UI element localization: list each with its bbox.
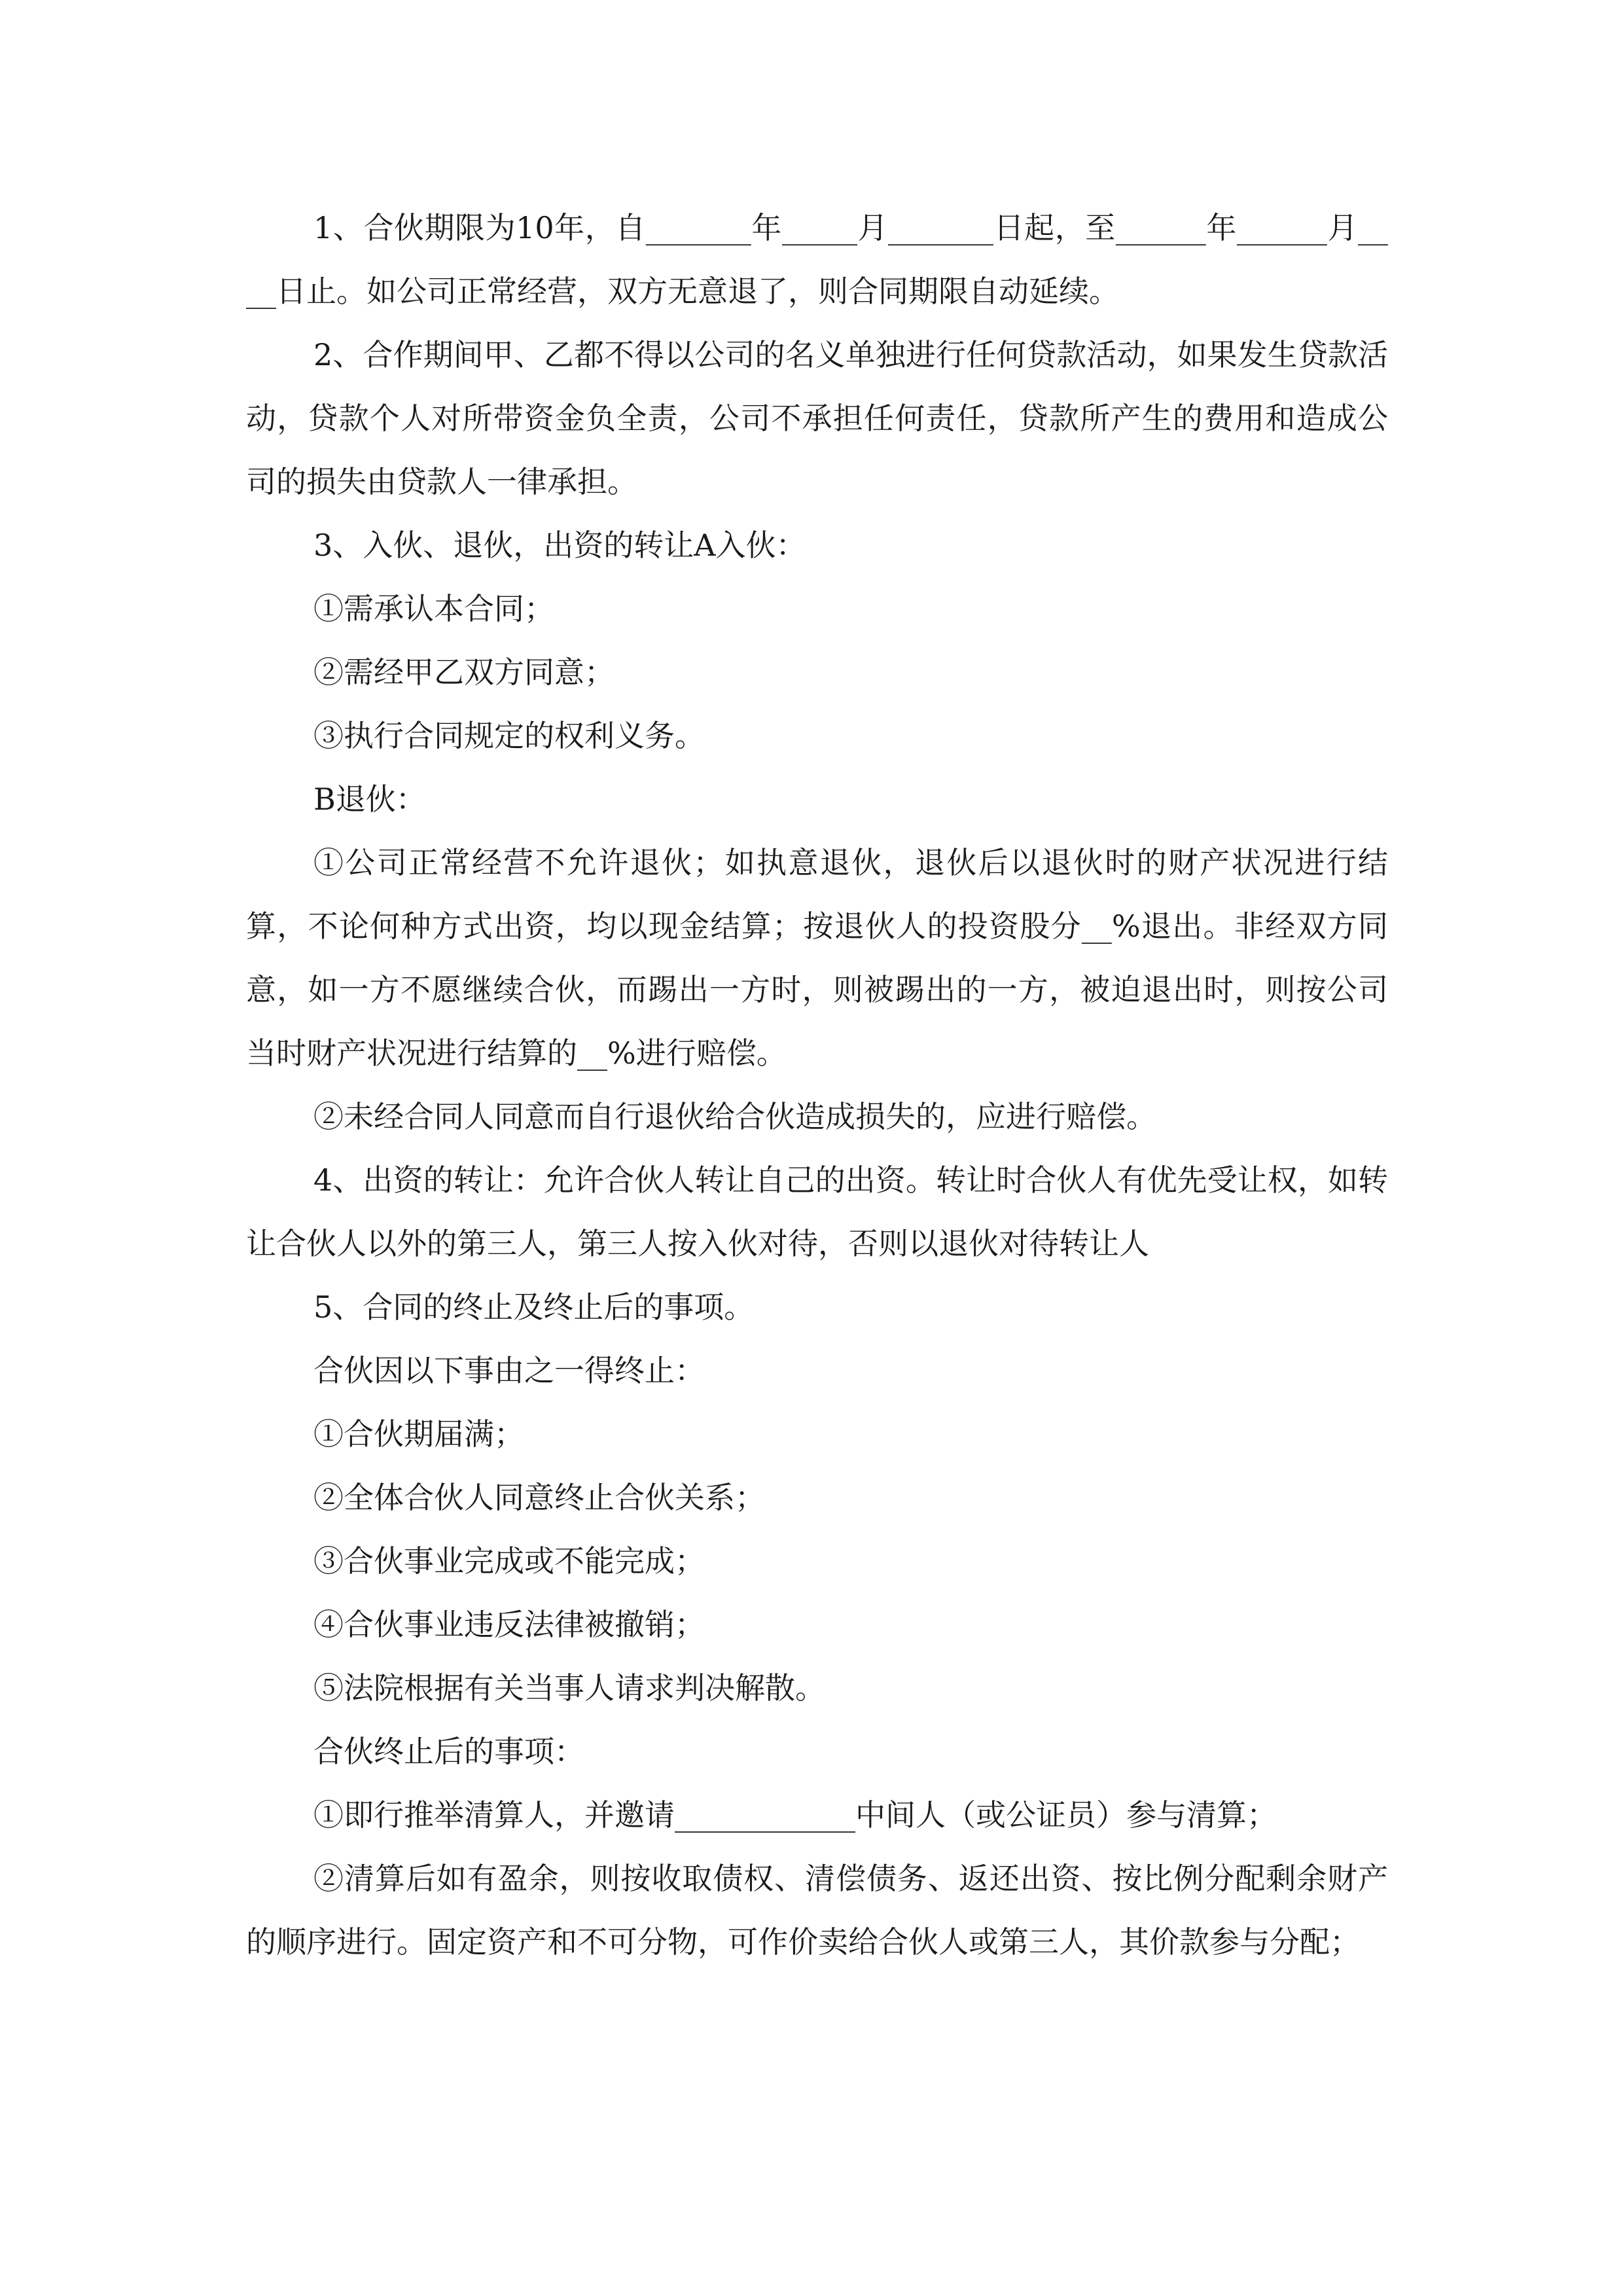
document-body bbox=[246, 196, 1388, 1974]
paragraph-withdrawal-heading: B退伙： bbox=[313, 781, 426, 817]
list-item: ①即行推举清算人，并邀请____________中间人（或公证员）参与清算； bbox=[313, 1797, 1277, 1833]
paragraph-after-termination-heading: 合伙终止后的事项： bbox=[313, 1734, 584, 1769]
list-item: ①需承认本合同； bbox=[313, 591, 554, 626]
paragraph-termination-heading: 5、合同的终止及终止后的事项。 bbox=[313, 1289, 755, 1325]
list-item: ①合伙期届满； bbox=[313, 1416, 524, 1452]
list-item: ②全体合伙人同意终止合伙关系； bbox=[313, 1480, 765, 1515]
list-item: ⑤法院根据有关当事人请求判决解散。 bbox=[313, 1670, 825, 1706]
paragraph-term: 1、合伙期限为10年，自_______年_____月_______日起，至______年______月____日止。如公司正常经营，双方无意退了，则合同期限自动延续。 bbox=[246, 210, 1388, 309]
list-item: ②需经甲乙双方同意； bbox=[313, 655, 615, 690]
list-item: ④合伙事业违反法律被撤销； bbox=[313, 1607, 705, 1642]
paragraph-loans: 2、合作期间甲、乙都不得以公司的名义单独进行任何贷款活动，如果发生贷款活动，贷款个人对所带资金负全责，公司不承担任何责任，贷款所产生的费用和造成公司的损失由贷款人一律承担。 bbox=[246, 337, 1388, 499]
list-item: ③执行合同规定的权利义务。 bbox=[313, 718, 705, 753]
paragraph-termination-reasons: 合伙因以下事由之一得终止： bbox=[313, 1353, 705, 1388]
list-item: ③合伙事业完成或不能完成； bbox=[313, 1543, 705, 1579]
paragraph-transfer: 4、出资的转让：允许合伙人转让自己的出资。转让时合伙人有优先受让权，如转让合伙人以外的第三人，第三人按入伙对待，否则以退伙对待转让人 bbox=[246, 1162, 1388, 1261]
list-item: ①公司正常经营不允许退伙；如执意退伙，退伙后以退伙时的财产状况进行结算，不论何种方式出资，均以现金结算；按退伙人的投资股分__%退出。非经双方同意，如一方不愿继续合伙，而踢出一方时，则被踢出的一方，被迫退出时，则按公司当时财产状况进行结算的__%进行赔偿。 bbox=[246, 845, 1388, 1071]
paragraph-joining-heading: 3、入伙、退伙，出资的转让A入伙： bbox=[313, 528, 806, 563]
list-item: ②未经合同人同意而自行退伙给合伙造成损失的，应进行赔偿。 bbox=[313, 1099, 1156, 1134]
list-item: ②清算后如有盈余，则按收取债权、清偿债务、返还出资、按比例分配剩余财产的顺序进行。固定资产和不可分物，可作价卖给合伙人或第三人，其价款参与分配； bbox=[246, 1861, 1388, 1960]
